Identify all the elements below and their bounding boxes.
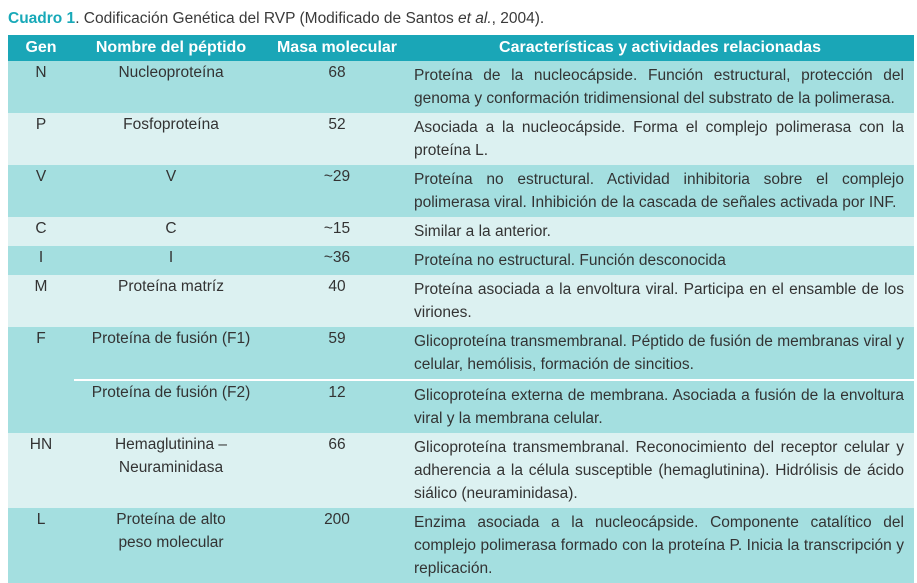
name-line: Hemaglutinina – [114,436,227,453]
table-row [8,508,914,583]
table-row [8,165,914,217]
mass-cell: ~29 [268,165,406,217]
header-row [8,35,914,61]
gen-cell: C [8,217,74,246]
gen-cell: V [8,165,74,217]
table-row [8,275,914,327]
gene-table [8,35,914,583]
desc-cell: Proteína no estructural. Actividad inhibitoria sobre el complejo polimerasa viral. Inhibición de la cascada de señales activada por INF. [406,165,914,217]
table-row [8,327,914,380]
header-name: Nombre del péptido [74,35,268,61]
gen-cell: HN [8,433,74,508]
name-line: Neuraminidasa [118,459,224,476]
gen-cell: M [8,275,74,327]
desc-cell: Glicoproteína transmembranal. Reconocimiento del receptor celular y adherencia a la célula susceptible (hemaglutinina). Hidrólisis de ácido siálico (neuraminidasa). [406,433,914,508]
desc-cell: Enzima asociada a la nucleocápside. Componente catalítico del complejo polimerasa formado con la proteína P. Inicia la transcripción y replicación. [406,508,914,583]
name-cell: Nucleoproteína [74,61,268,113]
caption-italic: et al. [458,10,492,27]
name-line: Proteína de alto [116,511,226,528]
table-row [8,433,914,508]
gen-cell: P [8,113,74,165]
table-row [8,113,914,165]
name-line: peso molecular [118,534,224,551]
name-cell: I [74,246,268,275]
desc-cell: Proteína asociada a la envoltura viral. Participa en el ensamble de los viriones. [406,275,914,327]
table-caption [8,6,544,32]
name-cell: Proteína de fusión (F2) [74,380,268,433]
mass-cell: 200 [268,508,406,583]
mass-cell: ~36 [268,246,406,275]
caption-text: . Codificación Genética del RVP (Modificado de Santos [75,10,459,27]
name-cell [74,508,268,583]
gen-cell: L [8,508,74,583]
desc-cell: Asociada a la nucleocápside. Forma el complejo polimerasa con la proteína L. [406,113,914,165]
gen-cell: N [8,61,74,113]
table-row [8,246,914,275]
caption-label: Cuadro 1 [8,10,76,27]
mass-cell: 68 [268,61,406,113]
mass-cell: 40 [268,275,406,327]
desc-cell: Proteína no estructural. Función desconocida [406,246,914,275]
desc-cell: Proteína de la nucleocápside. Función estructural, protección del genoma y conformación tridimensional del substrato de la polimerasa. [406,61,914,113]
name-cell: C [74,217,268,246]
mass-cell: 12 [268,380,406,433]
name-cell: Fosfoproteína [74,113,268,165]
name-cell [74,433,268,508]
desc-cell: Similar a la anterior. [406,217,914,246]
table-row [8,380,914,433]
header-mass: Masa molecular [268,35,406,61]
header-desc: Características y actividades relacionadas [406,35,914,61]
name-cell: Proteína matríz [74,275,268,327]
mass-cell: 59 [268,327,406,380]
caption-text-end: , 2004). [491,10,545,27]
table-row [8,61,914,113]
desc-cell: Glicoproteína externa de membrana. Asociada a fusión de la envoltura viral y la membrana celular. [406,380,914,433]
desc-cell: Glicoproteína transmembranal. Péptido de fusión de membranas viral y celular, hemólisis, formación de sincitios. [406,327,914,380]
mass-cell: 66 [268,433,406,508]
name-cell: Proteína de fusión (F1) [74,327,268,380]
gen-cell: I [8,246,74,275]
mass-cell: 52 [268,113,406,165]
mass-cell: ~15 [268,217,406,246]
table-row [8,217,914,246]
header-gen: Gen [8,35,74,61]
gen-cell: F [8,327,74,433]
name-cell: V [74,165,268,217]
